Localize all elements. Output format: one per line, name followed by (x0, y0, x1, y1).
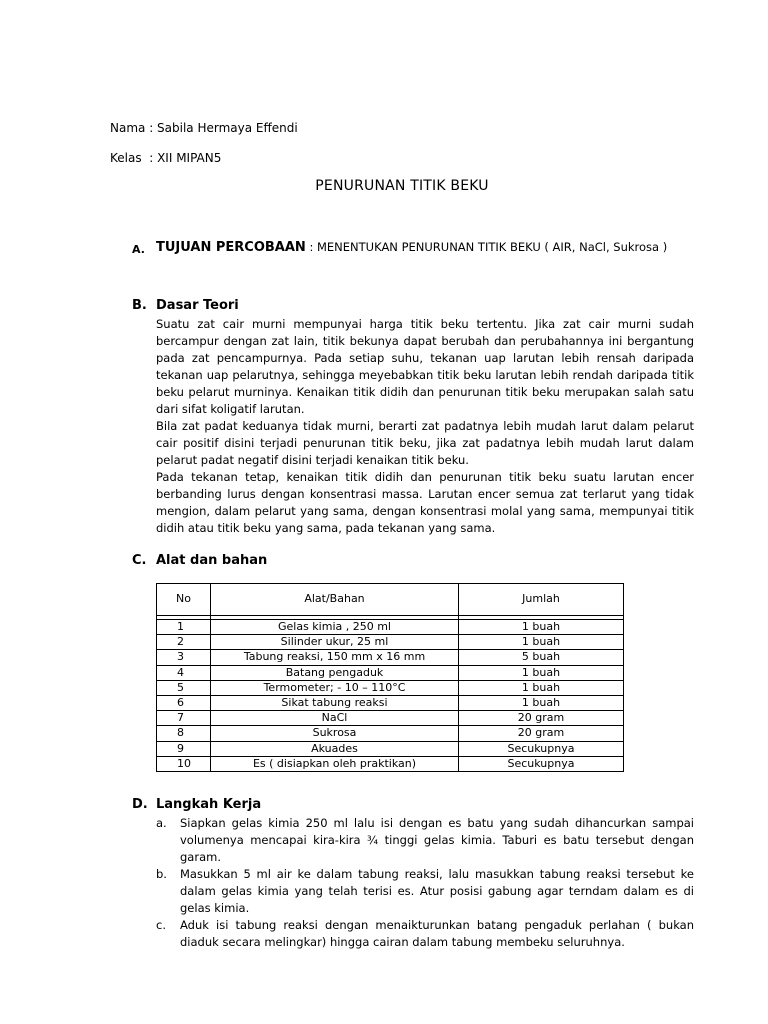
row-number: 10 (157, 756, 211, 771)
table-row (157, 756, 624, 771)
section-c-letter: C. (132, 553, 147, 568)
row-item: Es ( disiapkan oleh praktikan) (211, 756, 459, 771)
row-amount: 20 gram (459, 711, 624, 726)
student-name: Nama : Sabila Hermaya Effendi (110, 121, 298, 135)
table-row (157, 696, 624, 711)
row-amount: 1 buah (459, 680, 624, 695)
row-number: 2 (157, 635, 211, 650)
row-number: 6 (157, 696, 211, 711)
table-row (157, 741, 624, 756)
section-a-letter: A. (132, 243, 145, 256)
column-header-item: Alat/Bahan (211, 584, 459, 616)
procedure-step (156, 866, 694, 917)
row-item: Silinder ukur, 25 ml (211, 635, 459, 650)
section-c-heading: Alat dan bahan (156, 553, 268, 568)
row-number: 4 (157, 665, 211, 680)
step-marker: c. (156, 918, 166, 932)
column-header-no: No (157, 584, 211, 616)
row-amount: Secukupnya (459, 741, 624, 756)
step-text: Masukkan 5 ml air ke dalam tabung reaksi, lalu masukkan tabung reaksi tersebut ke dalam gelas kimia yang telah terisi es. Atur posisi gabung agar terndam dalam es di gelas kimia. (180, 867, 694, 915)
row-number: 9 (157, 741, 211, 756)
row-item: NaCl (211, 711, 459, 726)
row-amount: 1 buah (459, 696, 624, 711)
paragraph: Suatu zat cair murni mempunyai harga titik beku tertentu. Jika zat cair murni sudah bercampur dengan zat lain, titik bekunya dapat berubah dan perubahannya ini bergantung pada zat pencampurnya. Pada setiap suhu, tekanan uap larutan lebih rensah daripada tekanan uap pelarutnya, sehingga meyebabkan titik beku larutan lebih rendah daripada titik beku pelarut murninya. Kenaikan titik didih dan penurunan titik beku merupakan salah satu dari sifat koligatif larutan. (156, 317, 694, 416)
section-d-letter: D. (132, 797, 148, 812)
section-b-heading: Dasar Teori (156, 298, 239, 313)
row-number: 8 (157, 726, 211, 741)
section-a-label: TUJUAN PERCOBAAN (156, 240, 306, 255)
step-marker: a. (156, 816, 167, 830)
section-b-letter: B. (132, 298, 147, 313)
row-amount: 1 buah (459, 665, 624, 680)
procedure-step (156, 917, 694, 951)
row-item: Sikat tabung reaksi (211, 696, 459, 711)
row-amount: 1 buah (459, 620, 624, 635)
row-item: Batang pengaduk (211, 665, 459, 680)
procedure-step (156, 815, 694, 866)
row-number: 7 (157, 711, 211, 726)
step-marker: b. (156, 867, 167, 881)
row-item: Akuades (211, 741, 459, 756)
student-class: Kelas : XII MIPAN5 (110, 151, 222, 165)
section-d-heading: Langkah Kerja (156, 797, 262, 812)
row-number: 5 (157, 680, 211, 695)
table-header-row (157, 584, 624, 616)
row-item: Termometer; - 10 – 110°C (211, 680, 459, 695)
step-text: Aduk isi tabung reaksi dengan menaikturunkan batang pengaduk perlahan ( bukan diaduk secara melingkar) hingga cairan dalam tabung membeku seluruhnya. (180, 918, 694, 949)
row-item: Sukrosa (211, 726, 459, 741)
equipment-table (156, 583, 624, 772)
table-row (157, 680, 624, 695)
row-amount: 20 gram (459, 726, 624, 741)
section-a-text: : MENENTUKAN PENURUNAN TITIK BEKU ( AIR, NaCl, Sukrosa ) (305, 240, 668, 254)
row-amount: 5 buah (459, 650, 624, 665)
procedure-steps (156, 815, 694, 951)
row-number: 1 (157, 620, 211, 635)
paragraph: Bila zat padat keduanya tidak murni, berarti zat padatnya lebih mudah larut dalam pelarut cair positif disini terjadi penurunan titik beku, jika zat padatnya lebih mudah larut dalam pelarut padat negatif disini terjadi kenaikan titik beku. (156, 419, 694, 467)
row-number: 3 (157, 650, 211, 665)
row-item: Tabung reaksi, 150 mm x 16 mm (211, 650, 459, 665)
document-title: PENURUNAN TITIK BEKU (315, 178, 489, 194)
paragraph: Pada tekanan tetap, kenaikan titik didih dan penurunan titik beku suatu larutan encer berbanding lurus dengan konsentrasi massa. Larutan encer semua zat terlarut yang tidak mengion, dalam pelarut yang sama, dengan konsentrasi molal yang sama, mempunyai titik didih atau titik beku yang sama, pada tekanan yang sama. (156, 470, 694, 535)
row-amount: Secukupnya (459, 756, 624, 771)
table-row (157, 665, 624, 680)
step-text: Siapkan gelas kimia 250 ml lalu isi dengan es batu yang sudah dihancurkan sampai volumenya mencapai kira-kira ¾ tinggi gelas kimia. Taburi es batu tersebut dengan garam. (180, 816, 694, 864)
table-row (157, 711, 624, 726)
section-b-body (156, 316, 694, 537)
table-row (157, 620, 624, 635)
row-item: Gelas kimia , 250 ml (211, 620, 459, 635)
row-amount: 1 buah (459, 635, 624, 650)
table-row (157, 726, 624, 741)
column-header-amount: Jumlah (459, 584, 624, 616)
table-row (157, 650, 624, 665)
table-row (157, 635, 624, 650)
section-a-objective (156, 240, 667, 255)
